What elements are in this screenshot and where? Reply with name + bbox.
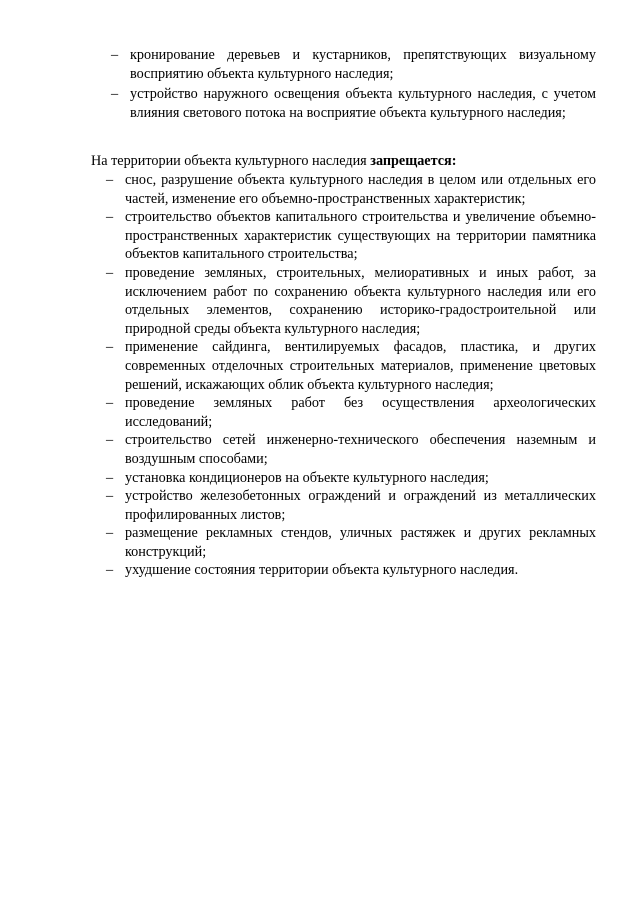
prohibition-intro [91,152,596,171]
list-item [106,394,596,431]
intro-emphasis: запрещается: [370,153,457,169]
list-item [111,85,596,122]
prohibited-list [106,171,596,580]
list-item [106,208,596,264]
list-item [106,171,596,208]
dash-bullet: – [106,469,114,486]
list-item-text: строительство объектов капитального строительства и увеличение объемно-пространственных характеристик существующих на территории памятника объектов капитального строительства; [125,209,596,263]
list-item-text: ухудшение состояния территории объекта культурного наследия. [125,562,519,579]
list-item-text: строительство сетей инженерно-технического обеспечения наземным и воздушным способами; [125,432,596,467]
list-item-text: кронирование деревьев и кустарников, препятствующих визуальному восприятию объекта культурного наследия; [130,47,596,82]
list-item-text: проведение земляных, строительных, мелиоративных и иных работ, за исключением работ по сохранению объекта культурного наследия или его отдельных элементов, сохранению историко-градостроительной или природной среды объекта культурного наследия; [125,264,596,337]
dash-bullet: – [106,525,114,542]
dash-bullet: – [106,264,114,281]
dash-bullet: – [106,339,114,356]
dash-bullet: – [106,395,114,412]
list-item-text: размещение рекламных стендов, уличных растяжек и других рекламных конструкций; [125,525,596,560]
top-bullet-list [111,46,596,122]
list-item-text: применение сайдинга, вентилируемых фасадов, пластика, и других современных отделочных строительных материалов, применение цветовых решений, искажающих облик объекта культурного наследия; [125,339,596,393]
dash-bullet: – [106,432,114,449]
list-item-text: устройство железобетонных ограждений и ограждений из металлических профилированных листов; [125,488,596,523]
list-item [106,487,596,524]
dash-bullet: – [106,209,114,226]
dash-bullet: – [111,47,119,63]
list-item [106,524,596,561]
list-item-text: устройство наружного освещения объекта культурного наследия, с учетом влияния светового потока на восприятие объекта культурного наследия; [130,86,596,121]
list-item [106,469,596,488]
list-item-text: снос, разрушение объекта культурного наследия в целом или отдельных его частей, изменение его объемно-пространственных характеристик; [125,172,596,207]
list-item-text: проведение земляных работ без осуществления археологических исследований; [125,395,596,430]
list-item [111,46,596,83]
list-item-text: установка кондиционеров на объекте культурного наследия; [125,469,489,486]
list-item [106,264,596,338]
list-item [106,431,596,468]
intro-text: На территории объекта культурного наследия [91,153,371,169]
dash-bullet: – [106,488,114,505]
dash-bullet: – [106,562,114,579]
dash-bullet: – [111,86,119,103]
list-item [106,561,596,580]
list-item [106,338,596,394]
dash-bullet: – [106,172,114,188]
